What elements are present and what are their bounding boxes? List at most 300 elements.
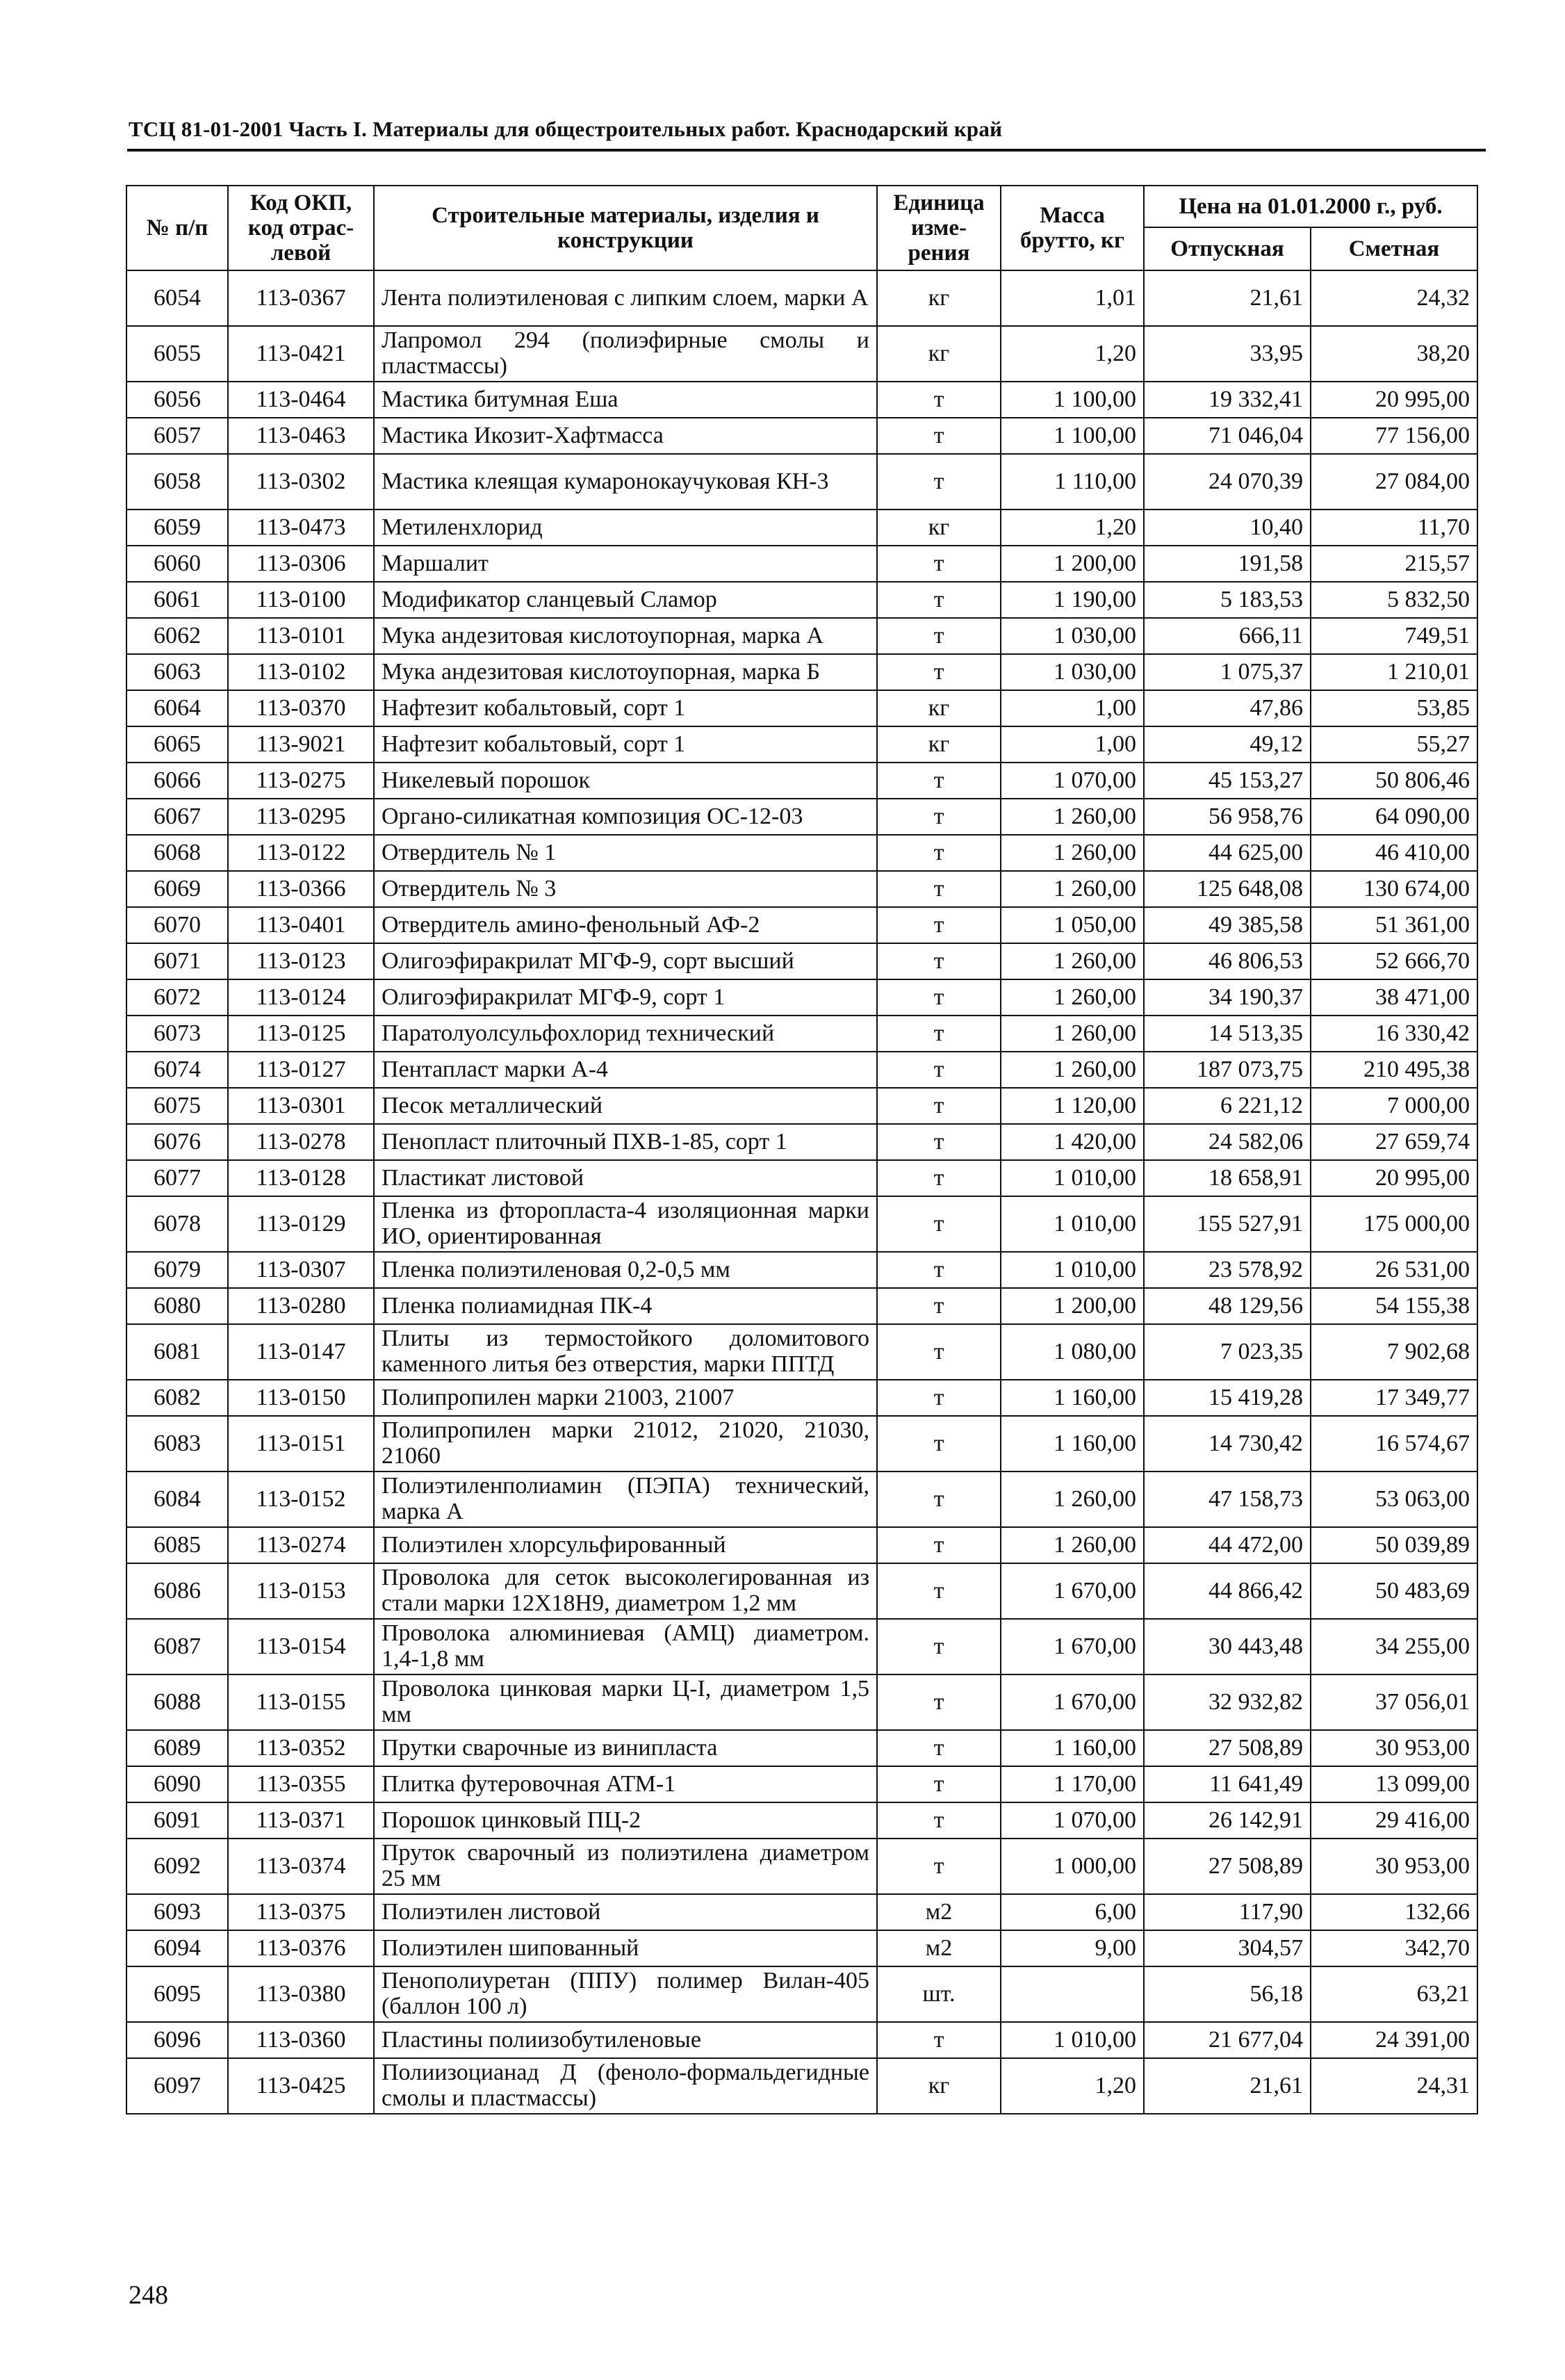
row-code: 113-0366 bbox=[228, 871, 374, 907]
row-code: 113-9021 bbox=[228, 726, 374, 763]
row-price-estimate: 749,51 bbox=[1311, 618, 1477, 654]
row-mass: 1 260,00 bbox=[1001, 1527, 1144, 1563]
row-number: 6097 bbox=[126, 2058, 228, 2114]
row-price-estimate: 50 039,89 bbox=[1311, 1527, 1477, 1563]
row-name: Пентапласт марки А-4 bbox=[374, 1052, 877, 1088]
row-price-release: 44 625,00 bbox=[1144, 835, 1311, 871]
row-name: Мука андезитовая кислотоупорная, марка Б bbox=[374, 654, 877, 690]
row-mass: 1 070,00 bbox=[1001, 763, 1144, 799]
row-unit: т bbox=[877, 979, 1001, 1016]
row-number: 6061 bbox=[126, 582, 228, 618]
row-name: Полиизоцианад Д (феноло-формальдегидные смолы и пластмассы) bbox=[374, 2058, 877, 2114]
row-unit: т bbox=[877, 1730, 1001, 1766]
row-name: Пластины полиизобутиленовые bbox=[374, 2022, 877, 2058]
row-unit: т bbox=[877, 418, 1001, 454]
row-number: 6065 bbox=[126, 726, 228, 763]
table-row bbox=[126, 326, 1477, 382]
row-price-estimate: 34 255,00 bbox=[1311, 1619, 1477, 1674]
row-mass: 1 670,00 bbox=[1001, 1674, 1144, 1730]
row-unit: т bbox=[877, 1088, 1001, 1124]
row-price-release: 71 046,04 bbox=[1144, 418, 1311, 454]
row-mass: 1 160,00 bbox=[1001, 1416, 1144, 1472]
table-row bbox=[126, 2022, 1477, 2058]
row-name: Пленка из фторопласта-4 изоляционная марки ИО, ориентированная bbox=[374, 1196, 877, 1252]
row-name: Отвердитель № 1 bbox=[374, 835, 877, 871]
row-code: 113-0153 bbox=[228, 1563, 374, 1619]
row-mass: 1 260,00 bbox=[1001, 943, 1144, 979]
row-name: Проволока алюминиевая (АМЦ) диаметром. 1,4-1,8 мм bbox=[374, 1619, 877, 1674]
row-code: 113-0367 bbox=[228, 270, 374, 326]
header-price-release: Отпускная bbox=[1144, 227, 1311, 270]
row-number: 6057 bbox=[126, 418, 228, 454]
row-code: 113-0370 bbox=[228, 690, 374, 726]
row-mass: 1 070,00 bbox=[1001, 1802, 1144, 1839]
row-unit: т bbox=[877, 654, 1001, 690]
row-unit: м2 bbox=[877, 1894, 1001, 1930]
row-price-estimate: 64 090,00 bbox=[1311, 799, 1477, 835]
row-price-estimate: 16 330,42 bbox=[1311, 1016, 1477, 1052]
row-number: 6070 bbox=[126, 907, 228, 943]
row-name: Пленка полиамидная ПК-4 bbox=[374, 1288, 877, 1324]
row-code: 113-0360 bbox=[228, 2022, 374, 2058]
table-row bbox=[126, 654, 1477, 690]
row-unit: т bbox=[877, 546, 1001, 582]
row-name: Мастика Икозит-Хафтмасса bbox=[374, 418, 877, 454]
row-code: 113-0375 bbox=[228, 1894, 374, 1930]
row-price-release: 23 578,92 bbox=[1144, 1252, 1311, 1288]
row-unit: т bbox=[877, 1527, 1001, 1563]
row-number: 6089 bbox=[126, 1730, 228, 1766]
row-price-estimate: 50 806,46 bbox=[1311, 763, 1477, 799]
row-price-estimate: 175 000,00 bbox=[1311, 1196, 1477, 1252]
row-number: 6096 bbox=[126, 2022, 228, 2058]
table-row bbox=[126, 1196, 1477, 1252]
row-number: 6093 bbox=[126, 1894, 228, 1930]
table-body bbox=[126, 270, 1477, 2114]
row-unit: кг bbox=[877, 510, 1001, 546]
row-code: 113-0473 bbox=[228, 510, 374, 546]
table-row bbox=[126, 582, 1477, 618]
row-price-release: 6 221,12 bbox=[1144, 1088, 1311, 1124]
row-code: 113-0124 bbox=[228, 979, 374, 1016]
row-price-estimate: 16 574,67 bbox=[1311, 1416, 1477, 1472]
row-price-release: 125 648,08 bbox=[1144, 871, 1311, 907]
row-unit: кг bbox=[877, 726, 1001, 763]
row-name: Полиэтилен шипованный bbox=[374, 1930, 877, 1966]
header-price-estimate: Сметная bbox=[1311, 227, 1477, 270]
row-code: 113-0102 bbox=[228, 654, 374, 690]
row-price-estimate: 37 056,01 bbox=[1311, 1674, 1477, 1730]
table-row bbox=[126, 1619, 1477, 1674]
row-unit: т bbox=[877, 1196, 1001, 1252]
row-price-release: 49,12 bbox=[1144, 726, 1311, 763]
row-code: 113-0147 bbox=[228, 1324, 374, 1380]
row-price-estimate: 51 361,00 bbox=[1311, 907, 1477, 943]
table-row bbox=[126, 618, 1477, 654]
row-name: Мастика клеящая кумаронокаучуковая КН-3 bbox=[374, 454, 877, 510]
header-rule bbox=[127, 149, 1486, 152]
row-name: Метиленхлорид bbox=[374, 510, 877, 546]
table-row bbox=[126, 1324, 1477, 1380]
row-unit: т bbox=[877, 907, 1001, 943]
row-price-estimate: 30 953,00 bbox=[1311, 1839, 1477, 1894]
row-price-release: 5 183,53 bbox=[1144, 582, 1311, 618]
table-row bbox=[126, 835, 1477, 871]
row-number: 6078 bbox=[126, 1196, 228, 1252]
row-unit: т bbox=[877, 871, 1001, 907]
row-price-release: 21,61 bbox=[1144, 270, 1311, 326]
row-number: 6066 bbox=[126, 763, 228, 799]
row-mass: 1 080,00 bbox=[1001, 1324, 1144, 1380]
row-unit: т bbox=[877, 799, 1001, 835]
page-number: 248 bbox=[129, 2281, 168, 2310]
row-name: Пруток сварочный из полиэтилена диаметром 25 мм bbox=[374, 1839, 877, 1894]
row-mass: 1,20 bbox=[1001, 2058, 1144, 2114]
row-price-estimate: 53,85 bbox=[1311, 690, 1477, 726]
row-unit: т bbox=[877, 1124, 1001, 1160]
row-number: 6062 bbox=[126, 618, 228, 654]
row-mass: 1 160,00 bbox=[1001, 1380, 1144, 1416]
row-price-release: 187 073,75 bbox=[1144, 1052, 1311, 1088]
row-price-estimate: 27 659,74 bbox=[1311, 1124, 1477, 1160]
row-number: 6072 bbox=[126, 979, 228, 1016]
row-name: Лапромол 294 (полиэфирные смолы и пластмассы) bbox=[374, 326, 877, 382]
row-price-estimate: 77 156,00 bbox=[1311, 418, 1477, 454]
row-unit: т bbox=[877, 454, 1001, 510]
row-unit: кг bbox=[877, 326, 1001, 382]
row-price-estimate: 38 471,00 bbox=[1311, 979, 1477, 1016]
row-code: 113-0401 bbox=[228, 907, 374, 943]
row-price-estimate: 13 099,00 bbox=[1311, 1766, 1477, 1802]
row-number: 6055 bbox=[126, 326, 228, 382]
row-code: 113-0275 bbox=[228, 763, 374, 799]
row-name: Полиэтилен листовой bbox=[374, 1894, 877, 1930]
row-mass: 1 010,00 bbox=[1001, 2022, 1144, 2058]
row-mass: 1 260,00 bbox=[1001, 979, 1144, 1016]
row-mass: 1 260,00 bbox=[1001, 1052, 1144, 1088]
row-price-release: 44 866,42 bbox=[1144, 1563, 1311, 1619]
row-mass: 6,00 bbox=[1001, 1894, 1144, 1930]
row-number: 6075 bbox=[126, 1088, 228, 1124]
row-name: Проволока цинковая марки Ц-I, диаметром 1,5 мм bbox=[374, 1674, 877, 1730]
row-unit: т bbox=[877, 1472, 1001, 1527]
row-code: 113-0122 bbox=[228, 835, 374, 871]
row-mass: 1 010,00 bbox=[1001, 1160, 1144, 1196]
table-row bbox=[126, 1930, 1477, 1966]
row-mass: 1 120,00 bbox=[1001, 1088, 1144, 1124]
row-mass: 9,00 bbox=[1001, 1930, 1144, 1966]
row-mass: 1 190,00 bbox=[1001, 582, 1144, 618]
row-name: Полиэтиленполиамин (ПЭПА) технический, марка А bbox=[374, 1472, 877, 1527]
row-unit: т bbox=[877, 618, 1001, 654]
row-unit: т bbox=[877, 1016, 1001, 1052]
row-name: Мука андезитовая кислотоупорная, марка А bbox=[374, 618, 877, 654]
row-price-release: 155 527,91 bbox=[1144, 1196, 1311, 1252]
row-price-release: 191,58 bbox=[1144, 546, 1311, 582]
row-code: 113-0127 bbox=[228, 1052, 374, 1088]
row-name: Олигоэфиракрилат МГФ-9, сорт 1 bbox=[374, 979, 877, 1016]
row-price-release: 26 142,91 bbox=[1144, 1802, 1311, 1839]
row-price-release: 30 443,48 bbox=[1144, 1619, 1311, 1674]
row-mass: 1 260,00 bbox=[1001, 799, 1144, 835]
row-price-release: 48 129,56 bbox=[1144, 1288, 1311, 1324]
row-mass: 1 010,00 bbox=[1001, 1196, 1144, 1252]
row-mass: 1,20 bbox=[1001, 510, 1144, 546]
table-row bbox=[126, 1766, 1477, 1802]
row-price-estimate: 52 666,70 bbox=[1311, 943, 1477, 979]
row-price-release: 24 070,39 bbox=[1144, 454, 1311, 510]
row-unit: т bbox=[877, 1288, 1001, 1324]
row-number: 6094 bbox=[126, 1930, 228, 1966]
row-price-release: 18 658,91 bbox=[1144, 1160, 1311, 1196]
row-price-estimate: 38,20 bbox=[1311, 326, 1477, 382]
row-name: Модификатор сланцевый Сламор bbox=[374, 582, 877, 618]
row-number: 6083 bbox=[126, 1416, 228, 1472]
row-name: Проволока для сеток высоколегированная из стали марки 12Х18Н9, диаметром 1,2 мм bbox=[374, 1563, 877, 1619]
table-row bbox=[126, 546, 1477, 582]
row-name: Полиэтилен хлорсульфированный bbox=[374, 1527, 877, 1563]
row-mass: 1 670,00 bbox=[1001, 1563, 1144, 1619]
row-number: 6079 bbox=[126, 1252, 228, 1288]
row-price-release: 14 730,42 bbox=[1144, 1416, 1311, 1472]
table-row bbox=[126, 270, 1477, 326]
row-number: 6082 bbox=[126, 1380, 228, 1416]
row-number: 6064 bbox=[126, 690, 228, 726]
row-name: Плиты из термостойкого доломитового каменного литья без отверстия, марки ППТД bbox=[374, 1324, 877, 1380]
row-mass: 1 260,00 bbox=[1001, 871, 1144, 907]
row-price-release: 47,86 bbox=[1144, 690, 1311, 726]
row-price-release: 304,57 bbox=[1144, 1930, 1311, 1966]
row-number: 6086 bbox=[126, 1563, 228, 1619]
row-code: 113-0274 bbox=[228, 1527, 374, 1563]
row-name: Лента полиэтиленовая с липким слоем, марки А bbox=[374, 270, 877, 326]
row-code: 113-0129 bbox=[228, 1196, 374, 1252]
table-row bbox=[126, 1802, 1477, 1839]
row-price-estimate: 55,27 bbox=[1311, 726, 1477, 763]
row-number: 6081 bbox=[126, 1324, 228, 1380]
row-code: 113-0421 bbox=[228, 326, 374, 382]
table-row bbox=[126, 1966, 1477, 2022]
row-mass: 1 030,00 bbox=[1001, 654, 1144, 690]
row-number: 6087 bbox=[126, 1619, 228, 1674]
table-row bbox=[126, 726, 1477, 763]
row-number: 6084 bbox=[126, 1472, 228, 1527]
row-price-release: 27 508,89 bbox=[1144, 1839, 1311, 1894]
row-mass: 1,00 bbox=[1001, 726, 1144, 763]
table-row bbox=[126, 1894, 1477, 1930]
table-row bbox=[126, 1674, 1477, 1730]
row-unit: т bbox=[877, 1563, 1001, 1619]
row-price-release: 14 513,35 bbox=[1144, 1016, 1311, 1052]
row-name: Мастика битумная Еша bbox=[374, 382, 877, 418]
table-row bbox=[126, 763, 1477, 799]
row-name: Пластикат листовой bbox=[374, 1160, 877, 1196]
table-row bbox=[126, 1160, 1477, 1196]
row-name: Органо-силикатная композиция ОС-12-03 bbox=[374, 799, 877, 835]
table-header bbox=[126, 186, 1477, 270]
row-code: 113-0123 bbox=[228, 943, 374, 979]
row-number: 6059 bbox=[126, 510, 228, 546]
row-mass: 1,00 bbox=[1001, 690, 1144, 726]
row-name: Нафтезит кобальтовый, сорт 1 bbox=[374, 726, 877, 763]
row-code: 113-0128 bbox=[228, 1160, 374, 1196]
header-num: № п/п bbox=[126, 186, 228, 270]
header-name: Строительные материалы, изделия и конструкции bbox=[374, 186, 877, 270]
row-unit: т bbox=[877, 943, 1001, 979]
row-unit: т bbox=[877, 582, 1001, 618]
row-unit: т bbox=[877, 382, 1001, 418]
row-price-estimate: 26 531,00 bbox=[1311, 1252, 1477, 1288]
table-row bbox=[126, 1563, 1477, 1619]
row-price-estimate: 50 483,69 bbox=[1311, 1563, 1477, 1619]
row-price-release: 21,61 bbox=[1144, 2058, 1311, 2114]
row-number: 6058 bbox=[126, 454, 228, 510]
table-row bbox=[126, 1288, 1477, 1324]
row-code: 113-0155 bbox=[228, 1674, 374, 1730]
row-number: 6080 bbox=[126, 1288, 228, 1324]
row-code: 113-0152 bbox=[228, 1472, 374, 1527]
row-name: Пенополиуретан (ППУ) полимер Вилан-405 (баллон 100 л) bbox=[374, 1966, 877, 2022]
row-name: Порошок цинковый ПЦ-2 bbox=[374, 1802, 877, 1839]
row-mass: 1 050,00 bbox=[1001, 907, 1144, 943]
table-row bbox=[126, 1124, 1477, 1160]
row-unit: т bbox=[877, 763, 1001, 799]
row-mass bbox=[1001, 1966, 1144, 2022]
row-name: Отвердитель № 3 bbox=[374, 871, 877, 907]
row-code: 113-0464 bbox=[228, 382, 374, 418]
table-row bbox=[126, 1088, 1477, 1124]
row-mass: 1 260,00 bbox=[1001, 1016, 1144, 1052]
row-name: Прутки сварочные из винипласта bbox=[374, 1730, 877, 1766]
row-code: 113-0307 bbox=[228, 1252, 374, 1288]
row-number: 6060 bbox=[126, 546, 228, 582]
row-mass: 1 260,00 bbox=[1001, 1472, 1144, 1527]
table-row bbox=[126, 510, 1477, 546]
row-number: 6092 bbox=[126, 1839, 228, 1894]
row-number: 6073 bbox=[126, 1016, 228, 1052]
table-row bbox=[126, 1052, 1477, 1088]
header-mass: Масса брутто, кг bbox=[1001, 186, 1144, 270]
row-code: 113-0100 bbox=[228, 582, 374, 618]
materials-price-table bbox=[126, 185, 1478, 2114]
table-row bbox=[126, 454, 1477, 510]
row-unit: т bbox=[877, 1766, 1001, 1802]
row-number: 6091 bbox=[126, 1802, 228, 1839]
row-price-estimate: 215,57 bbox=[1311, 546, 1477, 582]
row-code: 113-0151 bbox=[228, 1416, 374, 1472]
row-unit: т bbox=[877, 1324, 1001, 1380]
row-code: 113-0374 bbox=[228, 1839, 374, 1894]
row-mass: 1 260,00 bbox=[1001, 835, 1144, 871]
row-price-estimate: 24,31 bbox=[1311, 2058, 1477, 2114]
row-mass: 1,01 bbox=[1001, 270, 1144, 326]
row-price-estimate: 24 391,00 bbox=[1311, 2022, 1477, 2058]
row-name: Плитка футеровочная АТМ-1 bbox=[374, 1766, 877, 1802]
row-number: 6068 bbox=[126, 835, 228, 871]
row-code: 113-0154 bbox=[228, 1619, 374, 1674]
row-price-release: 33,95 bbox=[1144, 326, 1311, 382]
row-unit: т bbox=[877, 1416, 1001, 1472]
row-price-release: 56,18 bbox=[1144, 1966, 1311, 2022]
table-row bbox=[126, 979, 1477, 1016]
row-price-estimate: 5 832,50 bbox=[1311, 582, 1477, 618]
row-number: 6088 bbox=[126, 1674, 228, 1730]
row-number: 6085 bbox=[126, 1527, 228, 1563]
row-price-estimate: 54 155,38 bbox=[1311, 1288, 1477, 1324]
row-price-estimate: 7 000,00 bbox=[1311, 1088, 1477, 1124]
row-mass: 1 100,00 bbox=[1001, 418, 1144, 454]
row-price-release: 44 472,00 bbox=[1144, 1527, 1311, 1563]
table-row bbox=[126, 943, 1477, 979]
row-code: 113-0306 bbox=[228, 546, 374, 582]
table-row bbox=[126, 1416, 1477, 1472]
row-name: Пенопласт плиточный ПХВ-1-85, сорт 1 bbox=[374, 1124, 877, 1160]
row-price-release: 34 190,37 bbox=[1144, 979, 1311, 1016]
row-mass: 1 200,00 bbox=[1001, 1288, 1144, 1324]
row-name: Олигоэфиракрилат МГФ-9, сорт высший bbox=[374, 943, 877, 979]
row-mass: 1 670,00 bbox=[1001, 1619, 1144, 1674]
row-price-release: 666,11 bbox=[1144, 618, 1311, 654]
row-price-release: 49 385,58 bbox=[1144, 907, 1311, 943]
row-mass: 1 110,00 bbox=[1001, 454, 1144, 510]
table-row bbox=[126, 871, 1477, 907]
row-unit: т bbox=[877, 1674, 1001, 1730]
row-price-estimate: 17 349,77 bbox=[1311, 1380, 1477, 1416]
header-unit: Единица изме-рения bbox=[877, 186, 1001, 270]
row-name: Нафтезит кобальтовый, сорт 1 bbox=[374, 690, 877, 726]
row-unit: т bbox=[877, 835, 1001, 871]
row-code: 113-0355 bbox=[228, 1766, 374, 1802]
row-price-release: 45 153,27 bbox=[1144, 763, 1311, 799]
row-price-release: 117,90 bbox=[1144, 1894, 1311, 1930]
header-code: Код ОКП, код отрас-левой bbox=[228, 186, 374, 270]
row-unit: шт. bbox=[877, 1966, 1001, 2022]
row-code: 113-0295 bbox=[228, 799, 374, 835]
table-row bbox=[126, 907, 1477, 943]
row-price-release: 7 023,35 bbox=[1144, 1324, 1311, 1380]
row-code: 113-0352 bbox=[228, 1730, 374, 1766]
row-mass: 1 170,00 bbox=[1001, 1766, 1144, 1802]
row-mass: 1 100,00 bbox=[1001, 382, 1144, 418]
row-name: Никелевый порошок bbox=[374, 763, 877, 799]
row-price-estimate: 210 495,38 bbox=[1311, 1052, 1477, 1088]
table-row bbox=[126, 1527, 1477, 1563]
table-row bbox=[126, 1839, 1477, 1894]
row-name: Маршалит bbox=[374, 546, 877, 582]
row-price-estimate: 1 210,01 bbox=[1311, 654, 1477, 690]
row-name: Отвердитель амино-фенольный АФ-2 bbox=[374, 907, 877, 943]
table-row bbox=[126, 690, 1477, 726]
row-unit: т bbox=[877, 1380, 1001, 1416]
row-mass: 1,20 bbox=[1001, 326, 1144, 382]
row-price-estimate: 63,21 bbox=[1311, 1966, 1477, 2022]
row-price-estimate: 30 953,00 bbox=[1311, 1730, 1477, 1766]
row-price-estimate: 53 063,00 bbox=[1311, 1472, 1477, 1527]
row-code: 113-0101 bbox=[228, 618, 374, 654]
row-name: Полипропилен марки 21003, 21007 bbox=[374, 1380, 877, 1416]
row-unit: т bbox=[877, 2022, 1001, 2058]
row-code: 113-0376 bbox=[228, 1930, 374, 1966]
row-price-release: 15 419,28 bbox=[1144, 1380, 1311, 1416]
row-price-release: 10,40 bbox=[1144, 510, 1311, 546]
row-mass: 1 160,00 bbox=[1001, 1730, 1144, 1766]
row-price-estimate: 132,66 bbox=[1311, 1894, 1477, 1930]
row-unit: т bbox=[877, 1252, 1001, 1288]
row-code: 113-0280 bbox=[228, 1288, 374, 1324]
row-unit: кг bbox=[877, 690, 1001, 726]
table-row bbox=[126, 1016, 1477, 1052]
row-name: Песок металлический bbox=[374, 1088, 877, 1124]
